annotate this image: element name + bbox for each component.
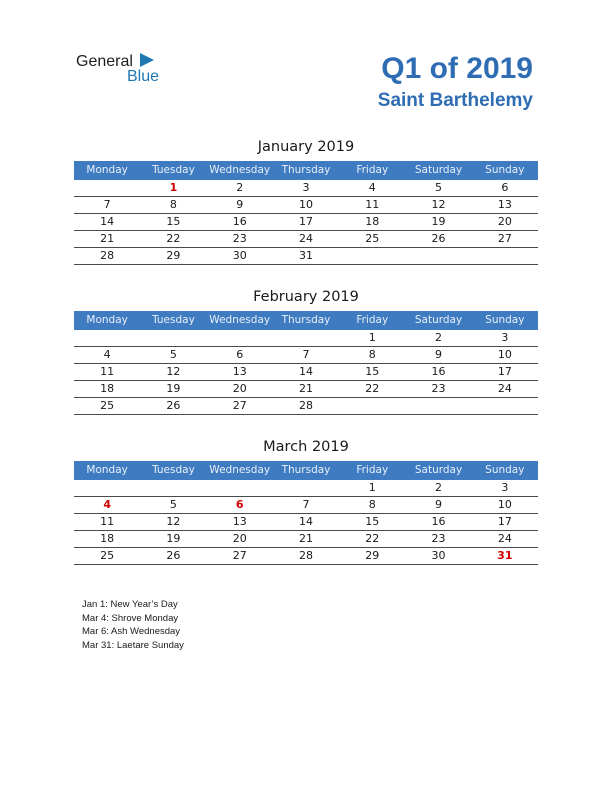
day-cell: 18 [100, 532, 115, 545]
day-cell: 7 [103, 198, 111, 211]
day-cell: 28 [298, 399, 313, 412]
day-cell: 4 [103, 348, 111, 361]
day-cell: 13 [497, 198, 512, 211]
day-cell: 2 [236, 181, 244, 194]
weekday-header-tuesday: Tuesday [152, 164, 195, 176]
weekday-header-friday: Friday [356, 314, 389, 326]
holiday-note: Mar 4: Shrove Monday [82, 612, 179, 624]
day-cell: 3 [302, 181, 310, 194]
holiday-day-cell: 1 [169, 181, 178, 194]
day-cell: 2 [435, 481, 443, 494]
day-cell: 15 [166, 215, 181, 228]
weekday-header-row [74, 461, 538, 480]
day-cell: 24 [497, 382, 512, 395]
day-cell: 16 [431, 365, 446, 378]
day-cell: 20 [497, 215, 512, 228]
weekday-header-sunday: Sunday [485, 464, 525, 476]
empty-day-cell [339, 398, 405, 414]
day-cell: 31 [298, 249, 313, 262]
day-cell: 17 [497, 365, 512, 378]
day-cell: 3 [501, 481, 509, 494]
week-row [74, 480, 538, 497]
title-block [378, 52, 533, 112]
month-title: January 2019 [257, 139, 355, 155]
day-cell: 6 [501, 181, 509, 194]
holiday-note: Mar 6: Ash Wednesday [82, 626, 181, 637]
week-row [74, 330, 538, 347]
day-cell: 23 [431, 382, 446, 395]
weekday-header-thursday: Thursday [281, 314, 331, 326]
week-row [74, 381, 538, 398]
day-cell: 19 [166, 532, 181, 545]
logo [76, 53, 176, 93]
weekday-header-sunday: Sunday [485, 314, 525, 326]
day-cell: 12 [166, 365, 181, 378]
week-row [74, 197, 538, 214]
day-cell: 25 [365, 232, 380, 245]
weekday-header-saturday: Saturday [414, 314, 463, 326]
day-cell: 24 [298, 232, 313, 245]
day-cell: 14 [298, 365, 313, 378]
week-row [74, 180, 538, 197]
day-cell: 27 [232, 399, 247, 412]
day-cell: 5 [169, 348, 177, 361]
day-cell: 18 [100, 382, 115, 395]
empty-day-cell [472, 398, 538, 414]
empty-day-cell [207, 330, 273, 346]
week-row [74, 248, 538, 265]
week-row [74, 548, 538, 565]
day-cell: 28 [298, 549, 313, 562]
day-cell: 4 [368, 181, 376, 194]
month-title: February 2019 [253, 289, 359, 305]
logo-triangle-icon [140, 53, 154, 67]
weekday-header-tuesday: Tuesday [152, 314, 195, 326]
day-cell: 15 [365, 515, 380, 528]
page-title: Q1 of 2019 [381, 52, 533, 85]
weekday-header-friday: Friday [356, 164, 389, 176]
weekday-header-wednesday: Wednesday [209, 164, 271, 176]
day-cell: 15 [365, 365, 380, 378]
day-cell: 14 [298, 515, 313, 528]
day-cell: 22 [166, 232, 181, 245]
day-cell: 9 [435, 348, 443, 361]
day-cell: 19 [166, 382, 181, 395]
day-cell: 22 [365, 382, 380, 395]
day-cell: 20 [232, 382, 247, 395]
day-cell: 26 [166, 549, 181, 562]
day-cell: 1 [368, 331, 376, 344]
day-cell: 12 [431, 198, 446, 211]
day-cell: 18 [365, 215, 380, 228]
weekday-header-saturday: Saturday [414, 164, 463, 176]
day-cell: 12 [166, 515, 181, 528]
day-cell: 27 [232, 549, 247, 562]
day-cell: 29 [166, 249, 181, 262]
day-cell: 22 [365, 532, 380, 545]
day-cell: 17 [298, 215, 313, 228]
day-cell: 26 [431, 232, 446, 245]
day-cell: 5 [169, 498, 177, 511]
weekday-header-wednesday: Wednesday [209, 314, 271, 326]
empty-day-cell [273, 330, 339, 346]
day-cell: 19 [431, 215, 446, 228]
empty-day-cell [405, 398, 471, 414]
day-cell: 11 [100, 515, 115, 528]
day-cell: 16 [232, 215, 247, 228]
day-cell: 7 [302, 348, 310, 361]
empty-day-cell [207, 480, 273, 496]
logo-text-blue: Blue [127, 68, 160, 85]
day-cell: 27 [497, 232, 512, 245]
month-march [74, 437, 538, 565]
day-cell: 5 [435, 181, 443, 194]
day-cell: 11 [100, 365, 115, 378]
weekday-header-row [74, 311, 538, 330]
month-february [74, 287, 538, 415]
day-cell: 17 [497, 515, 512, 528]
month-january [74, 137, 538, 265]
holiday-day-cell: 31 [497, 549, 513, 562]
day-cell: 8 [169, 198, 177, 211]
empty-day-cell [405, 248, 471, 264]
holiday-day-cell: 4 [103, 498, 111, 511]
day-cell: 9 [236, 198, 244, 211]
day-cell: 9 [435, 498, 443, 511]
empty-day-cell [472, 248, 538, 264]
week-row [74, 398, 538, 415]
day-cell: 23 [232, 232, 247, 245]
weeks [74, 180, 538, 265]
weekday-header-saturday: Saturday [414, 464, 463, 476]
day-cell: 2 [435, 331, 443, 344]
empty-day-cell [74, 330, 140, 346]
weekday-header-monday: Monday [86, 314, 128, 326]
day-cell: 13 [232, 515, 247, 528]
day-cell: 11 [365, 198, 380, 211]
month-title: March 2019 [263, 439, 349, 455]
day-cell: 30 [431, 549, 446, 562]
empty-day-cell [140, 480, 206, 496]
weekday-header-thursday: Thursday [281, 164, 331, 176]
empty-day-cell [74, 180, 140, 196]
week-row [74, 514, 538, 531]
empty-day-cell [74, 480, 140, 496]
day-cell: 30 [232, 249, 247, 262]
week-row [74, 231, 538, 248]
weekday-header-thursday: Thursday [281, 464, 331, 476]
weekday-header-monday: Monday [86, 164, 128, 176]
logo-text-general: General [76, 53, 133, 70]
day-cell: 21 [298, 532, 313, 545]
weekday-header-friday: Friday [356, 464, 389, 476]
day-cell: 10 [298, 198, 313, 211]
weekday-header-row [74, 161, 538, 180]
day-cell: 25 [100, 549, 115, 562]
day-cell: 6 [236, 348, 244, 361]
empty-day-cell [339, 248, 405, 264]
country-name: Saint Barthelemy [377, 90, 533, 111]
day-cell: 21 [298, 382, 313, 395]
day-cell: 26 [166, 399, 181, 412]
day-cell: 8 [368, 498, 376, 511]
week-row [74, 497, 538, 514]
holiday-note: Mar 31: Laetare Sunday [82, 639, 184, 651]
weeks [74, 330, 538, 415]
day-cell: 10 [497, 348, 512, 361]
holiday-notes [82, 598, 184, 652]
day-cell: 23 [431, 532, 446, 545]
day-cell: 29 [365, 549, 380, 562]
empty-day-cell [140, 330, 206, 346]
day-cell: 14 [100, 215, 115, 228]
day-cell: 16 [431, 515, 446, 528]
day-cell: 1 [368, 481, 376, 494]
week-row [74, 214, 538, 231]
day-cell: 25 [100, 399, 115, 412]
weeks [74, 480, 538, 565]
day-cell: 24 [497, 532, 512, 545]
day-cell: 8 [368, 348, 376, 361]
holiday-note: Jan 1: New Year’s Day [82, 599, 178, 610]
weekday-header-wednesday: Wednesday [209, 464, 271, 476]
day-cell: 10 [497, 498, 512, 511]
day-cell: 3 [501, 331, 509, 344]
empty-day-cell [273, 480, 339, 496]
weekday-header-tuesday: Tuesday [152, 464, 195, 476]
day-cell: 21 [100, 232, 115, 245]
week-row [74, 347, 538, 364]
day-cell: 20 [232, 532, 247, 545]
weekday-header-sunday: Sunday [485, 164, 525, 176]
weekday-header-monday: Monday [86, 464, 128, 476]
day-cell: 28 [100, 249, 115, 262]
holiday-day-cell: 6 [235, 498, 244, 511]
week-row [74, 364, 538, 381]
week-row [74, 531, 538, 548]
day-cell: 13 [232, 365, 247, 378]
day-cell: 7 [302, 498, 310, 511]
